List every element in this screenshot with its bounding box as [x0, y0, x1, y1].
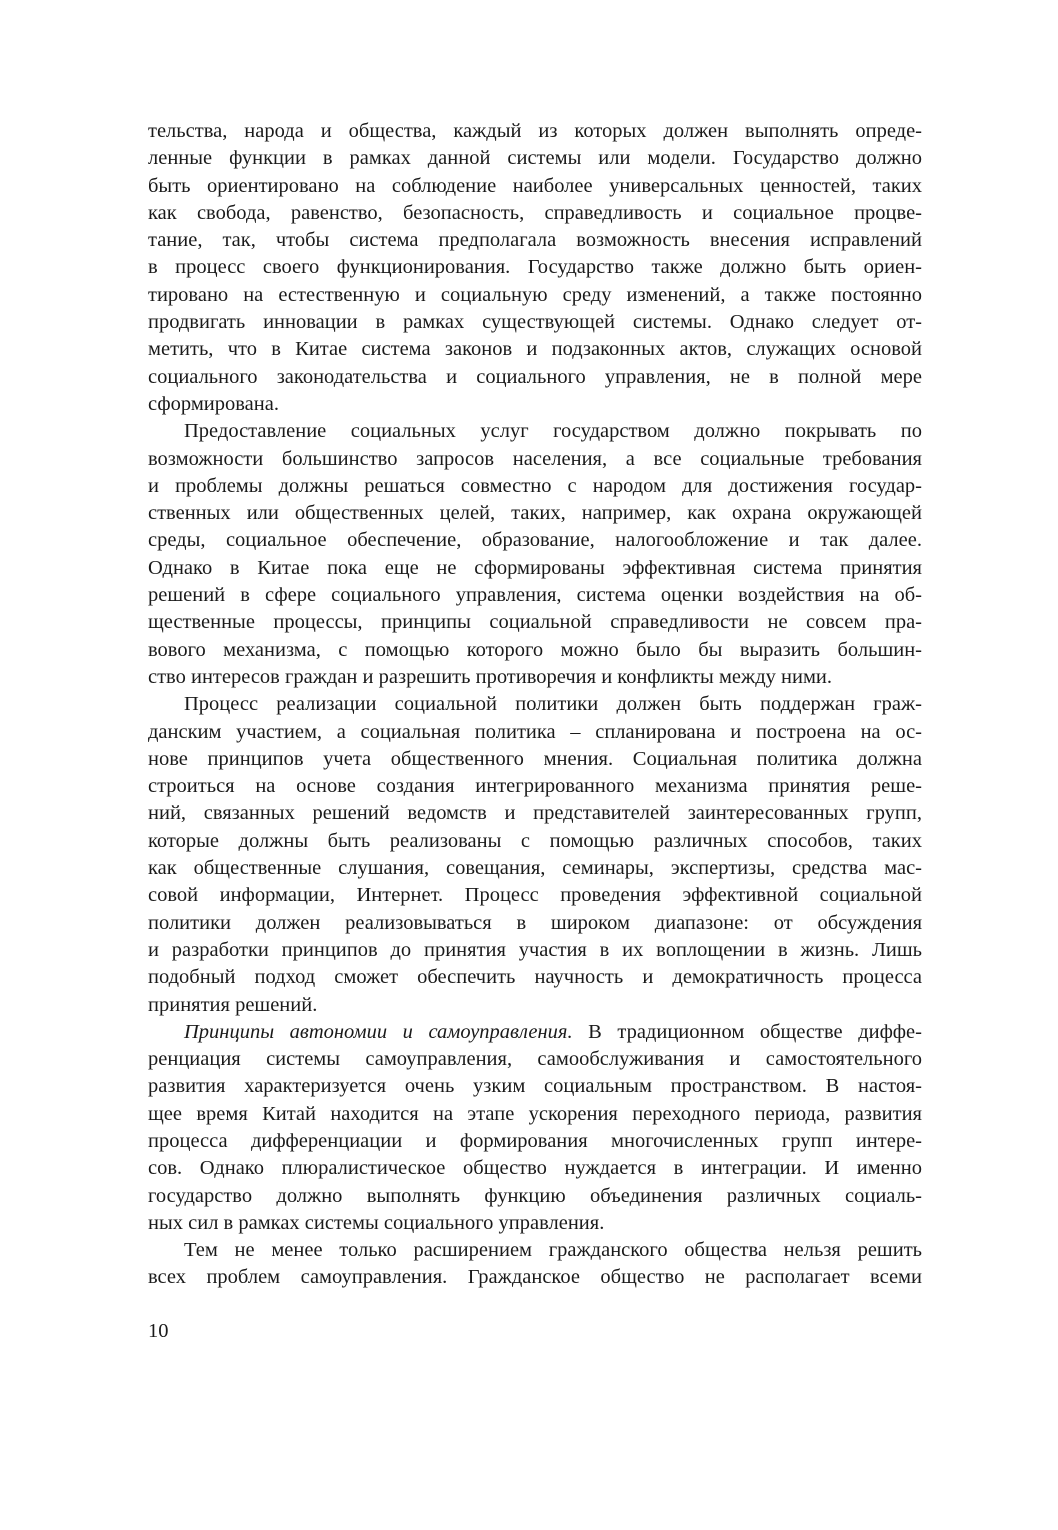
text-line: Тем не менее только расширением гражданского общества нельзя решить [184, 1239, 922, 1262]
text-line: тание, так, чтобы система предполагала возможность внесения исправлений [148, 229, 922, 252]
text-line: строиться на основе создания интегрированного механизма принятия реше- [148, 775, 922, 798]
text-line [148, 1019, 922, 1046]
text-line: решений в сфере социального управления, система оценки воздействия на об- [148, 584, 922, 607]
text-line: тировано на естественную и социальную среду изменений, а также постоянно [148, 283, 922, 306]
page-number: 10 [148, 1320, 169, 1342]
text-line: ство интересов граждан и разрешить противоречия и конфликты между ними. [148, 665, 833, 688]
text-line: государство должно выполнять функцию объединения различных социаль- [148, 1184, 922, 1207]
text-line: быть ориентировано на соблюдение наиболее универсальных ценностей, таких [148, 174, 922, 197]
text-line: процесса дифференциации и формирования многочисленных групп интере- [148, 1129, 922, 1152]
text-line: возможности большинство запросов населения, а все социальные требования [148, 447, 922, 470]
heading-line-rest: В традиционном обществе диффе- [572, 1020, 922, 1043]
text-line: метить, что в Китае система законов и подзаконных актов, служащих основой [148, 338, 922, 361]
text-line: которые должны быть реализованы с помощью различных способов, таких [148, 829, 922, 852]
paragraph-2 [148, 418, 922, 691]
body-text [148, 118, 922, 1292]
text-line: ленные функции в рамках данной системы или модели. Государство должно [148, 147, 922, 170]
text-line: как общественные слушания, совещания, семинары, экспертизы, средства мас- [148, 857, 922, 880]
text-line: тельства, народа и общества, каждый из которых должен выполнять опреде- [148, 120, 922, 142]
text-line: развития характеризуется очень узким социальным пространством. В настоя- [148, 1075, 922, 1098]
italic-heading: Принципы автономии и самоуправления. [184, 1020, 573, 1043]
text-line: сов. Однако плюралистическое общество нуждается в интеграции. И именно [148, 1157, 922, 1180]
text-line: ний, связанных решений ведомств и представителей заинтересованных групп, [148, 802, 922, 825]
paragraph-4 [148, 1019, 922, 1237]
text-line: ственных или общественных целей, таких, например, как охрана окружающей [148, 502, 922, 525]
text-line: данским участием, а социальная политика – спланирована и построена на ос- [148, 720, 922, 743]
text-line: сформирована. [148, 392, 279, 415]
text-line: как свобода, равенство, безопасность, справедливость и социальное процве- [148, 201, 922, 224]
text-line: принятия решений. [148, 993, 318, 1016]
text-line: нове принципов учета общественного мнения. Социальная политика должна [148, 747, 922, 770]
text-line: Процесс реализации социальной политики должен быть поддержан граж- [184, 693, 922, 716]
text-line: и проблемы должны решаться совместно с народом для достижения государ- [148, 474, 922, 497]
text-line: и разработки принципов до принятия участия в их воплощении в жизнь. Лишь [148, 938, 922, 961]
text-line: подобный подход сможет обеспечить научность и демократичность процесса [148, 966, 922, 989]
text-line: совой информации, Интернет. Процесс проведения эффективной социальной [148, 884, 922, 907]
text-line: ренциация системы самоуправления, самообслуживания и самостоятельного [148, 1048, 922, 1071]
text-line: щее время Китай находится на этапе ускорения переходного периода, развития [148, 1102, 922, 1125]
text-line: Однако в Китае пока еще не сформированы эффективная система принятия [148, 556, 922, 579]
paragraph-3 [148, 691, 922, 1019]
text-line: вового механизма, с помощью которого можно было бы выразить большин- [148, 638, 922, 661]
paragraph-5 [148, 1237, 922, 1292]
text-line: ных сил в рамках системы социального управления. [148, 1211, 605, 1234]
text-line: в процесс своего функционирования. Государство также должно быть ориен- [148, 256, 922, 279]
paragraph-1 [148, 118, 922, 418]
text-line: политики должен реализовываться в широком диапазоне: от обсуждения [148, 911, 922, 934]
text-line: всех проблем самоуправления. Гражданское общество не располагает всеми [148, 1266, 922, 1289]
text-line: продвигать инновации в рамках существующей системы. Однако следует от- [148, 311, 922, 334]
text-line: Предоставление социальных услуг государством должно покрывать по [184, 420, 922, 443]
text-line: щественные процессы, принципы социальной справедливости не совсем пра- [148, 611, 922, 634]
text-line: социального законодательства и социального управления, не в полной мере [148, 365, 922, 388]
text-line: среды, социальное обеспечение, образование, налогообложение и так далее. [148, 529, 922, 552]
